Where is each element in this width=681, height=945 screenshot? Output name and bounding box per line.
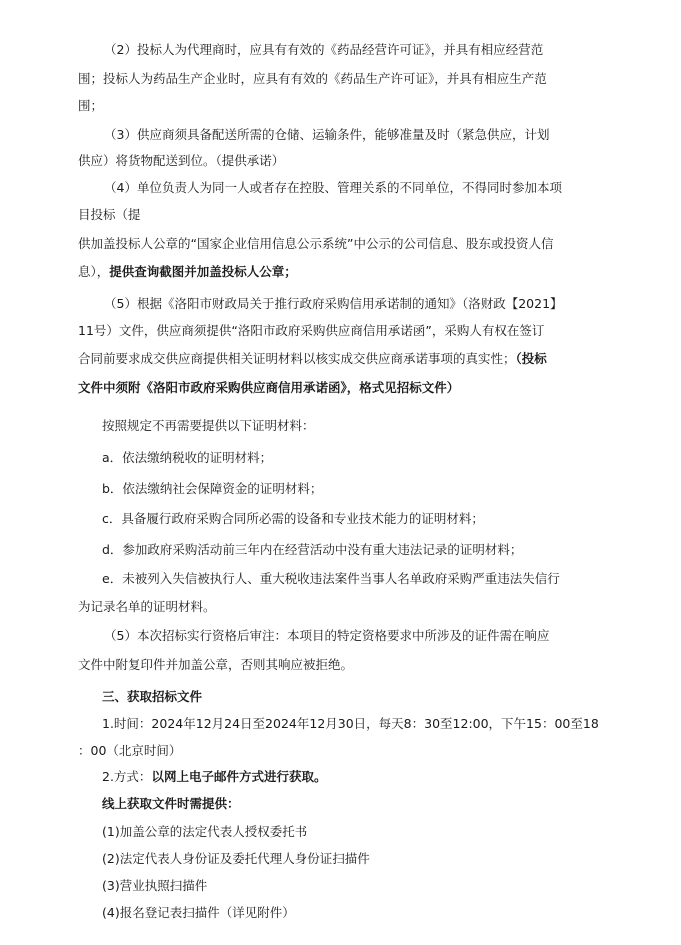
paragraph-line: 围；投标人为药品生产企业时，应具有有效的《药品生产许可证》，并具有相应生产范 [78,71,547,86]
paragraph-line: 供应）将货物配送到位。（提供承诺） [78,153,285,168]
section-heading: 三、获取招标文件 [102,689,203,704]
list-item: a．依法缴纳税收的证明材料； [102,450,273,465]
list-item: e．未被列入失信被执行人、重大税收违法案件当事人名单政府采购严重违法失信行 [102,571,560,586]
time-line: ：00（北京时间） [78,743,182,758]
paragraph-line: （5）本次招标实行资格后审注：本项目的特定资格要求中所涉及的证件需在响应 [104,628,550,643]
paragraph-line-bold: 文件中须附《洛阳市政府采购供应商信用承诺函》，格式见招标文件） [78,380,460,395]
bold-text: 以网上电子邮件方式进行获取。 [151,769,327,784]
bold-text: （投标 [515,351,547,366]
paragraph-line: 文件中附复印件并加盖公章，否则其响应被拒绝。 [78,657,354,672]
requirement-item: (3)营业执照扫描件 [102,878,208,893]
paragraph-line: 按照规定不再需要提供以下证明材料： [102,418,315,433]
requirement-item: (4)报名登记表扫描件（详见附件） [102,905,295,920]
list-item: b．依法缴纳社会保障资金的证明材料； [102,481,323,496]
requirement-item: (1)加盖公章的法定代表人授权委托书 [102,824,308,839]
list-item: d．参加政府采购活动前三年内在经营活动中没有重大违法记录的证明材料； [102,542,523,557]
paragraph-line: 围； [78,98,104,113]
paragraph-line [78,351,547,367]
paragraph-line: 目投标（提 [78,207,141,222]
paragraph-line: （3）供应商须具备配送所需的仓储、运输条件，能够准量及时（紧急供应，计划 [104,127,550,142]
paragraph-line: （5）根据《洛阳市财政局关于推行政府采购信用承诺制的通知》（洛财政【2021】 [104,296,563,311]
requirement-item: (2)法定代表人身份证及委托代理人身份证扫描件 [102,851,370,866]
paragraph-line [78,264,297,280]
paragraph-line: 供加盖投标人公章的“国家企业信用信息公示系统”中公示的公司信息、股东或投资人信 [78,236,554,251]
online-requirements-heading: 线上获取文件时需提供： [102,796,240,811]
paragraph-line: （4）单位负责人为同一人或者存在控股、管理关系的不同单位，不得同时参加本项 [104,180,562,195]
bold-text: 提供查询截图并加盖投标人公章； [109,264,297,279]
list-item: c．具备履行政府采购合同所必需的设备和专业技术能力的证明材料； [102,511,484,526]
method-line [102,769,326,785]
time-line: 1.时间：2024年12月24日至2024年12月30日，每天8：30至12:00，下午15：00至18 [102,716,599,731]
line-text: 息）， [78,264,110,279]
paragraph-line: 11号）文件，供应商须提供“洛阳市政府采购供应商信用承诺函”，采购人有权在签订 [78,323,545,338]
paragraph-line: （2）投标人为代理商时，应具有有效的《药品经营许可证》，并具有相应经营范 [104,42,544,57]
line-text: 2.方式： [102,769,152,784]
list-item-continuation: 为记录名单的证明材料。 [78,599,216,614]
line-text: 合同前要求成交供应商提供相关证明材料以核实成交供应商承诺事项的真实性； [78,351,516,366]
